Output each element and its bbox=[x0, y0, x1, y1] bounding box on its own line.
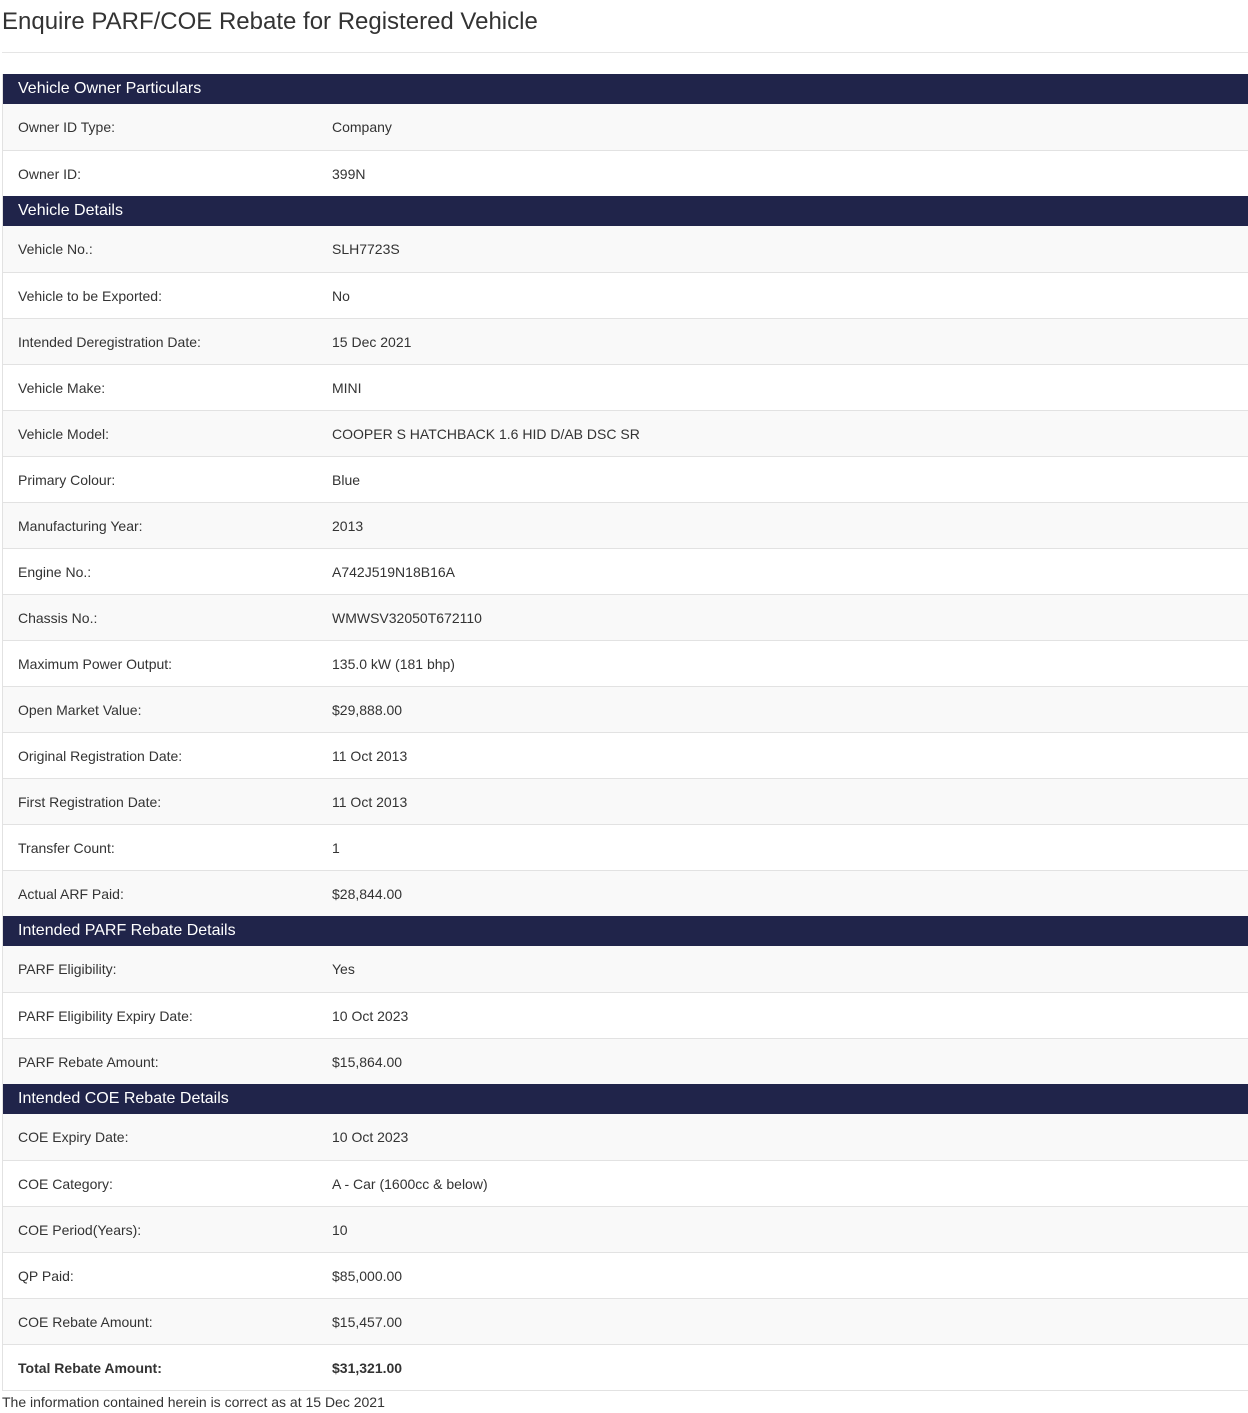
field-label: COE Period(Years): bbox=[18, 1221, 142, 1238]
detail-row bbox=[3, 456, 1248, 502]
field-value: $15,864.00 bbox=[332, 1053, 403, 1070]
field-label: Chassis No.: bbox=[18, 609, 98, 626]
detail-row bbox=[3, 150, 1248, 196]
field-value: SLH7723S bbox=[332, 241, 400, 257]
detail-row bbox=[3, 226, 1248, 272]
detail-row bbox=[3, 318, 1248, 364]
field-label: COE Expiry Date: bbox=[18, 1129, 129, 1145]
detail-row bbox=[3, 640, 1248, 686]
field-value: Blue bbox=[332, 471, 361, 488]
field-label: COE Rebate Amount: bbox=[18, 1313, 153, 1330]
field-value: Company bbox=[332, 119, 392, 135]
detail-row bbox=[3, 686, 1248, 732]
detail-row bbox=[3, 410, 1248, 456]
field-label: Vehicle Model: bbox=[18, 425, 110, 442]
field-value: 15 Dec 2021 bbox=[332, 333, 412, 350]
detail-row bbox=[3, 732, 1248, 778]
detail-row bbox=[3, 946, 1248, 992]
field-label: Total Rebate Amount: bbox=[18, 1359, 162, 1376]
field-label: COE Category: bbox=[18, 1175, 113, 1192]
detail-row bbox=[3, 992, 1248, 1038]
field-value: A - Car (1600cc & below) bbox=[332, 1175, 488, 1192]
field-value: 11 Oct 2013 bbox=[332, 747, 408, 764]
field-value: $31,321.00 bbox=[332, 1359, 403, 1376]
title-divider bbox=[2, 52, 1248, 53]
detail-row bbox=[3, 594, 1248, 640]
field-label: Vehicle to be Exported: bbox=[18, 287, 162, 304]
field-label: Manufacturing Year: bbox=[18, 517, 143, 534]
field-label: Transfer Count: bbox=[18, 839, 115, 856]
detail-row bbox=[3, 870, 1248, 916]
page-title: Enquire PARF/COE Rebate for Registered Vehicle bbox=[2, 8, 538, 35]
rebate-details-panel bbox=[2, 74, 1248, 1391]
detail-row bbox=[3, 1114, 1248, 1160]
field-label: Intended Deregistration Date: bbox=[18, 333, 201, 350]
detail-row bbox=[3, 778, 1248, 824]
field-label: First Registration Date: bbox=[18, 793, 162, 810]
information-footnote: The information contained herein is correct as at 15 Dec 2021 bbox=[2, 1394, 385, 1410]
detail-row bbox=[3, 364, 1248, 410]
field-value: 399N bbox=[332, 165, 366, 182]
detail-row bbox=[3, 548, 1248, 594]
detail-row bbox=[3, 1206, 1248, 1252]
field-value: COOPER S HATCHBACK 1.6 HID D/AB DSC SR bbox=[332, 425, 640, 442]
field-label: PARF Rebate Amount: bbox=[18, 1053, 159, 1070]
field-label: Vehicle No.: bbox=[18, 241, 93, 257]
field-value: 135.0 kW (181 bhp) bbox=[332, 655, 455, 672]
detail-row bbox=[3, 502, 1248, 548]
detail-row bbox=[3, 1160, 1248, 1206]
field-label: PARF Eligibility: bbox=[18, 961, 117, 977]
field-label: Open Market Value: bbox=[18, 701, 142, 718]
detail-row bbox=[3, 104, 1248, 150]
field-value: 1 bbox=[332, 839, 340, 856]
field-value: 11 Oct 2013 bbox=[332, 793, 408, 810]
section-header: Intended PARF Rebate Details bbox=[3, 916, 1248, 946]
detail-row bbox=[3, 1038, 1248, 1084]
field-value: $15,457.00 bbox=[332, 1313, 403, 1330]
field-value: A742J519N18B16A bbox=[332, 563, 455, 580]
field-value: MINI bbox=[332, 379, 362, 396]
total-row bbox=[3, 1344, 1248, 1390]
section-header: Vehicle Details bbox=[3, 196, 1248, 226]
field-label: PARF Eligibility Expiry Date: bbox=[18, 1007, 193, 1024]
field-value: 2013 bbox=[332, 517, 364, 534]
detail-row bbox=[3, 1298, 1248, 1344]
field-value: 10 Oct 2023 bbox=[332, 1007, 409, 1024]
field-value: 10 Oct 2023 bbox=[332, 1129, 409, 1145]
field-label: Primary Colour: bbox=[18, 471, 116, 488]
field-value: 10 bbox=[332, 1221, 348, 1238]
field-label: Original Registration Date: bbox=[18, 747, 183, 764]
detail-row bbox=[3, 1252, 1248, 1298]
section-header: Vehicle Owner Particulars bbox=[3, 74, 1248, 104]
field-value: Yes bbox=[332, 961, 355, 977]
field-value: WMWSV32050T672110 bbox=[332, 609, 482, 626]
field-value: $85,000.00 bbox=[332, 1267, 403, 1284]
section-header: Intended COE Rebate Details bbox=[3, 1084, 1248, 1114]
field-label: Maximum Power Output: bbox=[18, 655, 173, 672]
field-value: $28,844.00 bbox=[332, 885, 403, 902]
field-label: QP Paid: bbox=[18, 1267, 74, 1284]
field-label: Owner ID Type: bbox=[18, 119, 116, 135]
field-label: Engine No.: bbox=[18, 563, 92, 580]
field-label: Owner ID: bbox=[18, 165, 82, 182]
field-label: Vehicle Make: bbox=[18, 379, 106, 396]
field-value: No bbox=[332, 287, 350, 304]
field-label: Actual ARF Paid: bbox=[18, 885, 124, 902]
field-value: $29,888.00 bbox=[332, 701, 403, 718]
detail-row bbox=[3, 824, 1248, 870]
detail-row bbox=[3, 272, 1248, 318]
